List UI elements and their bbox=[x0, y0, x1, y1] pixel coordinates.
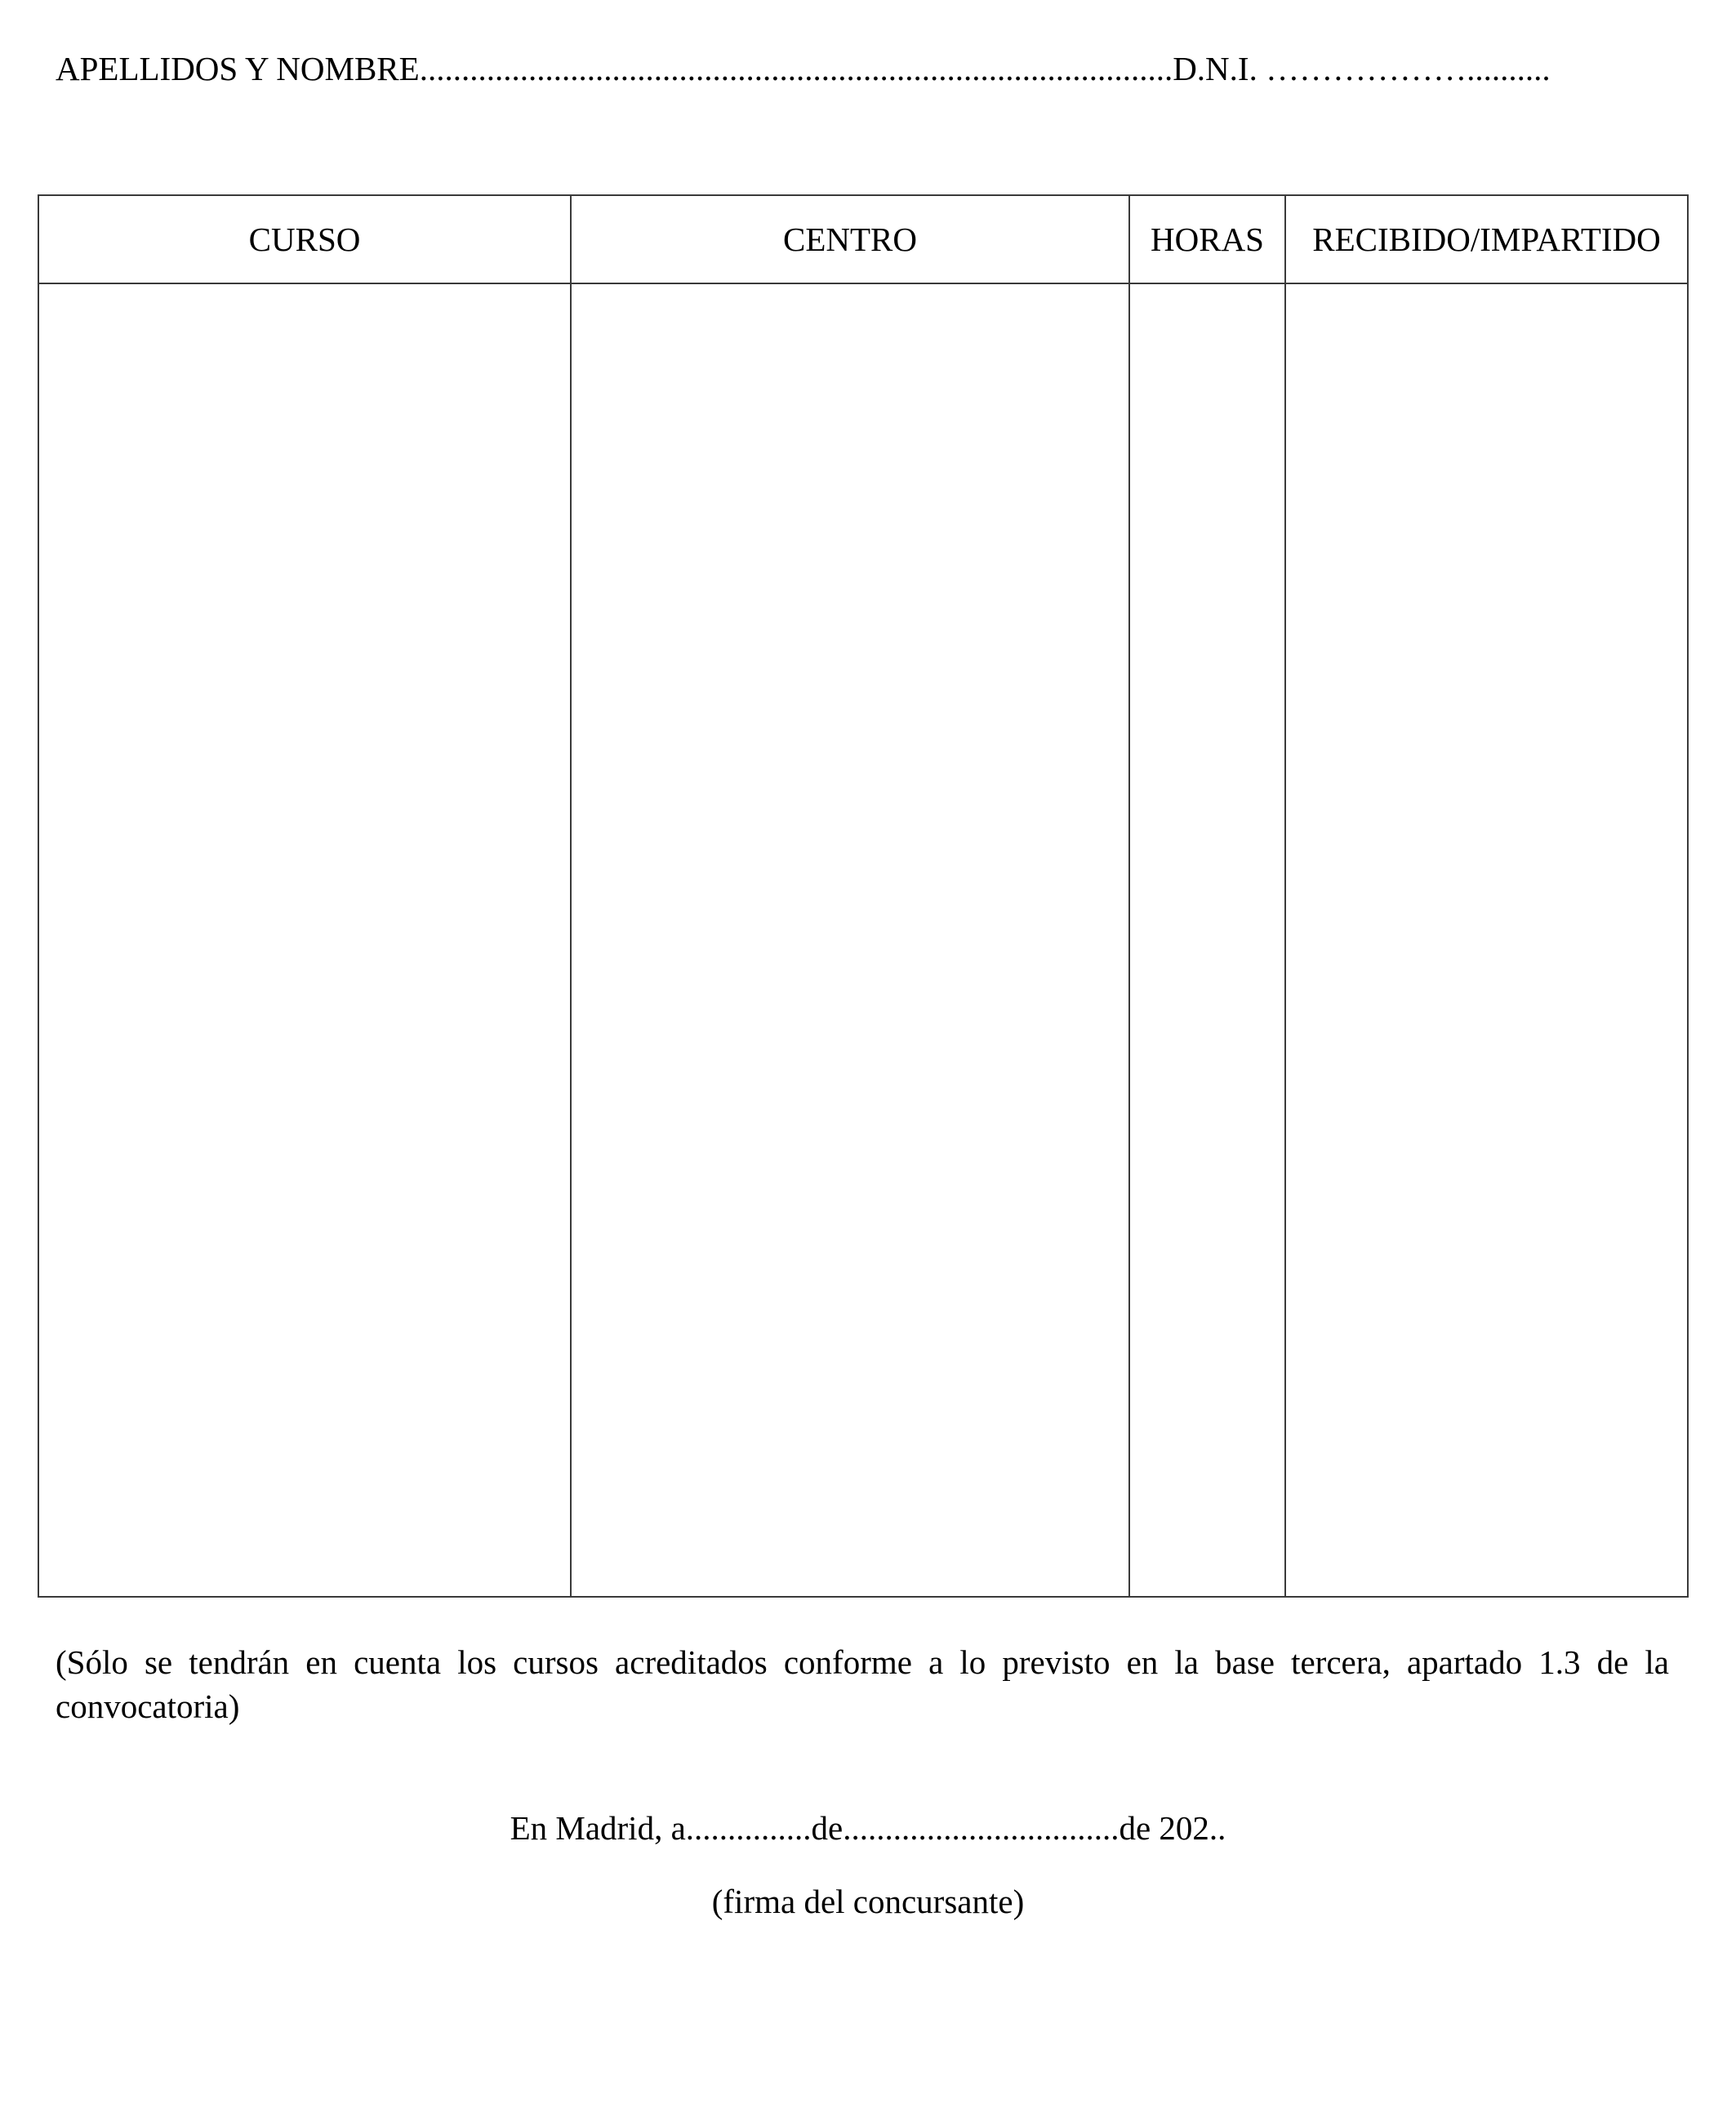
applicant-name-dni-line: APELLIDOS Y NOMBRE..........................................................................................D.N.I. ……………….......... bbox=[56, 50, 1551, 87]
column-header-horas: HORAS bbox=[1129, 195, 1285, 283]
accreditation-note: (Sólo se tendrán en cuenta los cursos acreditados conforme a lo previsto en la base tercera, apartado 1.3 de la convocatoria) bbox=[56, 1643, 1669, 1725]
signature-label: (firma del concursante) bbox=[711, 1883, 1025, 1920]
cell-curso-empty[interactable] bbox=[38, 283, 571, 1597]
cell-recibido-impartido-empty[interactable] bbox=[1285, 283, 1688, 1597]
column-header-curso: CURSO bbox=[38, 195, 571, 283]
table-header-row bbox=[38, 195, 1688, 283]
column-header-recibido-impartido: RECIBIDO/IMPARTIDO bbox=[1285, 195, 1688, 283]
column-header-centro: CENTRO bbox=[571, 195, 1129, 283]
cell-horas-empty[interactable] bbox=[1129, 283, 1285, 1597]
table-row bbox=[38, 283, 1688, 1597]
cell-centro-empty[interactable] bbox=[571, 283, 1129, 1597]
date-place-line: En Madrid, a...............de.................................de 202.. bbox=[510, 1809, 1226, 1847]
courses-table bbox=[38, 194, 1689, 1598]
